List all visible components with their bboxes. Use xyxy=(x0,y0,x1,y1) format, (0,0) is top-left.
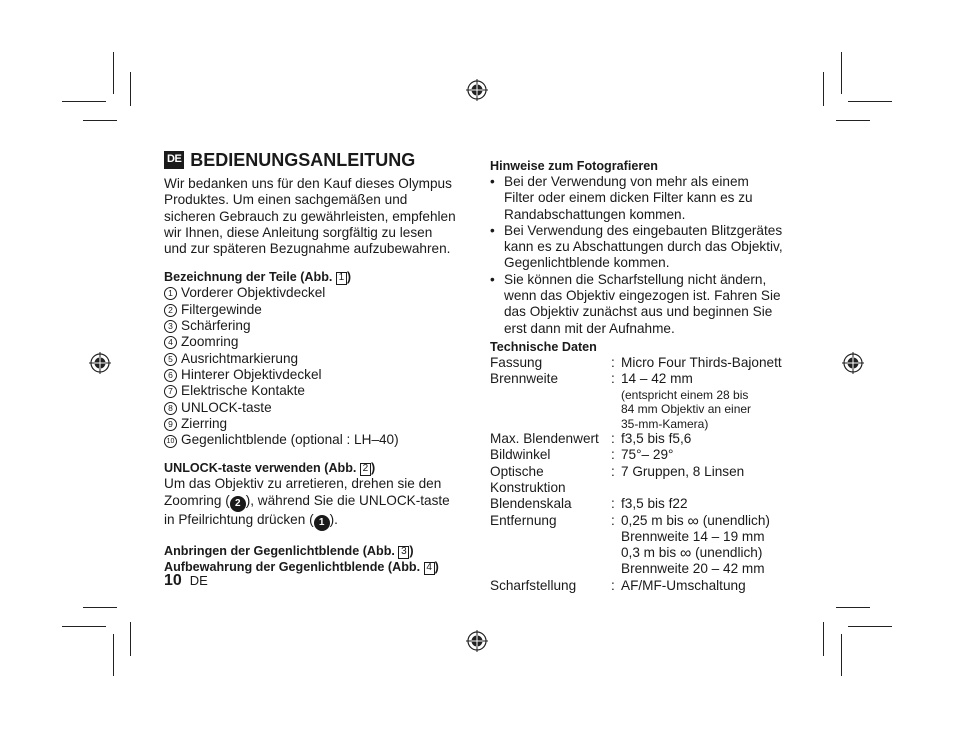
left-column xyxy=(164,150,464,575)
list-item: 8 UNLOCK-taste xyxy=(164,400,464,416)
page-number: 10 xyxy=(164,572,182,589)
list-item: 3 Schärfering xyxy=(164,318,464,334)
part-number: 3 xyxy=(164,320,177,333)
specs-table xyxy=(490,355,800,594)
crop-mark xyxy=(113,52,114,94)
crop-mark xyxy=(848,626,892,627)
notes-heading: Hinweise zum Fotografieren xyxy=(490,159,658,173)
crop-mark xyxy=(113,634,114,676)
part-number: 8 xyxy=(164,402,177,415)
intro-line: wir Ihnen, diese Anleitung sorgfältig zu lesen xyxy=(164,224,433,240)
crop-mark xyxy=(130,72,131,106)
crop-mark xyxy=(130,622,131,656)
registration-mark-icon xyxy=(466,79,488,101)
list-item: 6 Hinterer Objektivdeckel xyxy=(164,367,464,383)
list-item: 2 Filtergewinde xyxy=(164,302,464,318)
crop-mark xyxy=(823,622,824,656)
text-line: Um das Objektiv zu arretieren, drehen sie den xyxy=(164,476,442,492)
intro-line: und zur späteren Bezugnahme aufzubewahren. xyxy=(164,241,451,257)
table-row: Scharfstellung : AF/MF-Umschaltung xyxy=(490,577,746,593)
unlock-paragraph xyxy=(164,476,464,530)
crop-mark xyxy=(836,607,870,608)
parts-list xyxy=(164,285,464,448)
crop-mark xyxy=(62,101,106,102)
intro-line: Wir bedanken uns für den Kauf dieses Olympus xyxy=(164,176,452,191)
part-number: 9 xyxy=(164,418,177,431)
intro-line: Produktes. Um einen sachgemäßen und xyxy=(164,192,408,208)
figure-ref: 1 xyxy=(336,272,347,285)
step-2-icon: 2 xyxy=(230,496,246,512)
list-item: 4 Zoomring xyxy=(164,334,464,350)
infinity-icon: ∞ xyxy=(679,545,692,563)
part-number: 6 xyxy=(164,369,177,382)
parts-heading: Bezeichnung der Teile (Abb. 1 ) xyxy=(164,270,352,285)
list-item: • Bei der Verwendung von mehr als einem Filter oder einem dicken Filter kann es zu Randabschattungen kommen. xyxy=(490,174,753,222)
list-item: 1 Vorderer Objektivdeckel xyxy=(164,285,464,301)
crop-mark xyxy=(83,607,117,608)
figure-ref: 3 xyxy=(398,546,409,559)
unlock-heading: UNLOCK-taste verwenden (Abb. 2 ) xyxy=(164,461,376,476)
section-title xyxy=(164,150,464,170)
list-item: • Bei Verwendung des eingebauten Blitzgerätes kann es zu Abschattungen durch das Objektiv, Gegenlichtblende kommen. xyxy=(490,222,783,271)
list-item: 7 Elektrische Kontakte xyxy=(164,383,464,399)
list-item: 10 Gegenlichtblende (optional : LH–40) xyxy=(164,432,464,448)
list-item: 9 Zierring xyxy=(164,416,464,432)
list-item: • Sie können die Scharfstellung nicht ändern, wenn das Objektiv eingezogen ist. Fahren Sie das Objektiv zunächst aus und beginnen Sie erst dann mit der Aufnahme. xyxy=(490,271,781,336)
part-number: 7 xyxy=(164,385,177,398)
page-language: DE xyxy=(189,573,208,588)
language-badge: DE xyxy=(164,151,184,169)
table-row: Brennweite : 14 – 42 mm (entspricht einem 28 bis 84 mm Objektiv an einer 35-mm-Kamera) xyxy=(490,371,752,431)
crop-mark xyxy=(83,120,117,121)
table-row: Entfernung : 0,25 m bis ∞ (unendlich) Brennweite 14 – 19 mm 0,3 m bis ∞ (unendlich) Brennweite 20 – 42 mm xyxy=(490,512,770,577)
part-number: 4 xyxy=(164,336,177,349)
intro-paragraph xyxy=(164,176,464,257)
intro-line: sicheren Gebrauch zu gewährleisten, empfehlen xyxy=(164,208,456,224)
table-row: Max. Blendenwert : f3,5 bis f5,6 xyxy=(490,431,692,447)
crop-mark xyxy=(841,634,842,676)
table-row: Bildwinkel : 75°– 29° xyxy=(490,447,674,463)
infinity-icon: ∞ xyxy=(687,512,699,530)
specs-heading: Technische Daten xyxy=(490,339,597,354)
crop-mark xyxy=(841,52,842,94)
part-number: 10 xyxy=(164,435,177,448)
hood-store-heading: Aufbewahrung der Gegenlichtblende (Abb. 4 ) xyxy=(164,559,439,574)
registration-mark-icon xyxy=(89,352,111,374)
crop-mark xyxy=(62,626,106,627)
text-line: in Pfeilrichtung drücken ( 1 ). xyxy=(164,512,464,531)
list-item: 5 Ausrichtmarkierung xyxy=(164,351,464,367)
table-row: Blendenskala : f3,5 bis f22 xyxy=(490,496,688,512)
page-title: BEDIENUNGSANLEITUNG xyxy=(190,150,416,170)
step-1-icon: 1 xyxy=(314,515,330,531)
text-line: Zoomring ( 2 ), während Sie die UNLOCK-taste xyxy=(164,493,464,512)
right-column xyxy=(490,158,800,594)
page-footer xyxy=(164,572,208,590)
registration-mark-icon xyxy=(466,630,488,652)
figure-ref: 2 xyxy=(360,463,371,476)
part-number: 1 xyxy=(164,287,177,300)
part-number: 5 xyxy=(164,353,177,366)
crop-mark xyxy=(836,120,870,121)
figure-ref: 4 xyxy=(424,562,435,575)
hood-attach-heading: Anbringen der Gegenlichtblende (Abb. 3 ) xyxy=(164,543,414,558)
crop-mark xyxy=(848,101,892,102)
table-row: Optische Konstruktion : 7 Gruppen, 8 Linsen xyxy=(490,463,745,495)
table-row: Fassung : Micro Four Thirds-Bajonett xyxy=(490,354,782,370)
part-number: 2 xyxy=(164,304,177,317)
registration-mark-icon xyxy=(842,352,864,374)
crop-mark xyxy=(823,72,824,106)
